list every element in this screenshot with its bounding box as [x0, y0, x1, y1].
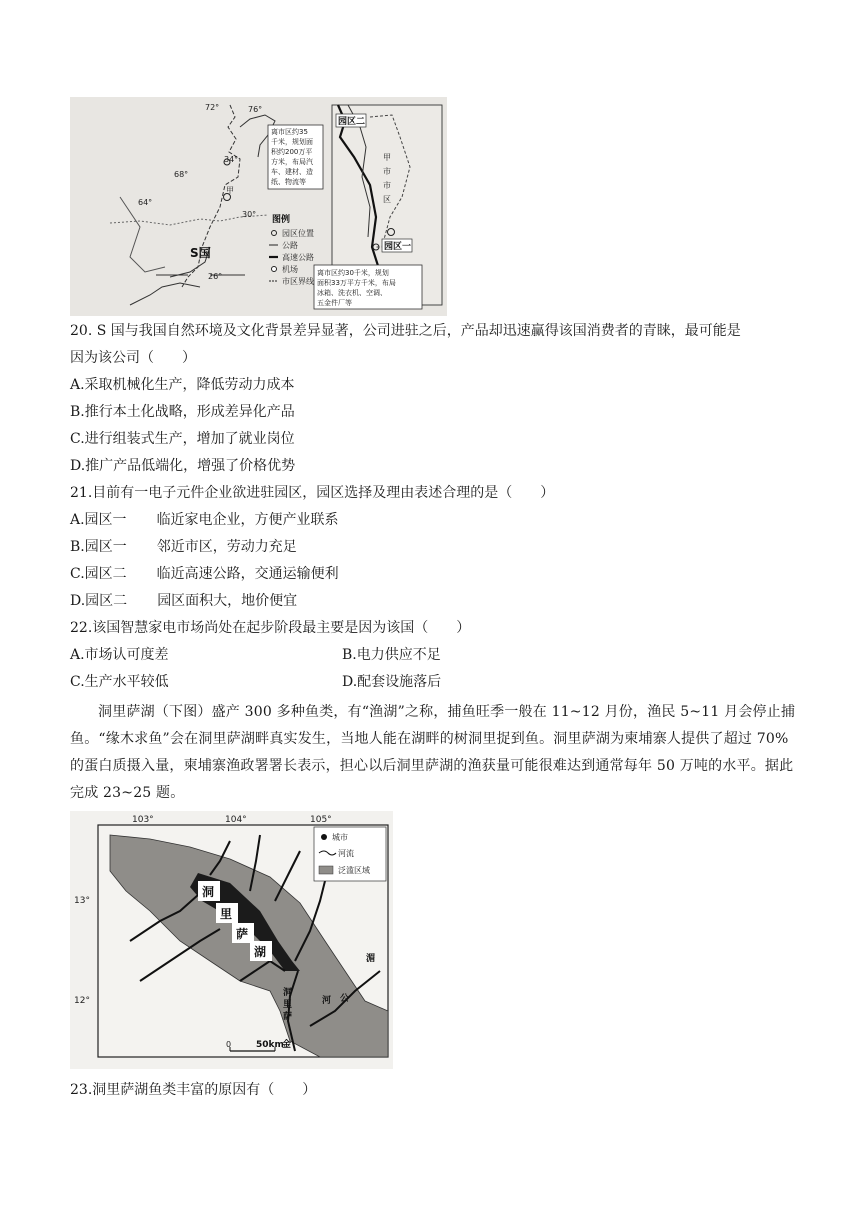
svg-text:河: 河	[322, 996, 332, 1006]
svg-text:纸、物流等: 纸、物流等	[271, 178, 306, 186]
lon-label: 105°	[310, 815, 332, 825]
coord-label: 26°	[208, 272, 223, 281]
question-21-stem: 21.目前有一电子元件企业欲进驻园区，园区选择及理由表述合理的是（ ）	[70, 485, 555, 501]
svg-text:冰箱、洗衣机、空调、: 冰箱、洗衣机、空调、	[317, 289, 387, 297]
svg-text:泛滥区域: 泛滥区域	[338, 866, 370, 875]
svg-text:市: 市	[383, 167, 391, 176]
svg-text:离市区约30千米，规划: 离市区约30千米，规划	[317, 269, 389, 277]
question-23-stem: 23.洞里萨湖鱼类丰富的原因有（ ）	[70, 1082, 317, 1098]
svg-text:洞: 洞	[283, 988, 293, 998]
question-20-stem-line1: 20. S 国与我国自然环境及文化背景差异显著，公司进驻之后，产品却迅速赢得该国消费者的青睐，最可能是	[70, 323, 741, 339]
option-20a[interactable]: A.采取机械化生产，降低劳动力成本	[70, 377, 295, 393]
coord-label: 76°	[248, 105, 263, 114]
svg-text:萨: 萨	[236, 927, 249, 941]
svg-text:公: 公	[340, 994, 350, 1004]
option-20c[interactable]: C.进行组装式生产，增加了就业岗位	[70, 431, 295, 447]
coord-label: 68°	[174, 170, 189, 179]
svg-text:机场: 机场	[282, 265, 298, 274]
svg-text:0: 0	[226, 1040, 232, 1049]
svg-text:车、建材、造: 车、建材、造	[271, 168, 313, 176]
svg-text:市区界线: 市区界线	[282, 277, 314, 286]
svg-text:面积33万平方千米，布局: 面积33万平方千米，布局	[317, 279, 396, 287]
option-21b[interactable]: B.园区一 邻近市区，劳动力充足	[70, 539, 297, 555]
option-22d[interactable]: D.配套设施落后	[342, 674, 442, 690]
city-label: 甲	[226, 186, 234, 195]
option-21a[interactable]: A.园区一 临近家电企业，方便产业联系	[70, 512, 339, 528]
question-20-stem-line2: 因为该公司（ ）	[70, 350, 196, 366]
lat-label: 12°	[74, 996, 90, 1006]
svg-text:高速公路: 高速公路	[282, 253, 314, 262]
option-22a[interactable]: A.市场认可度差	[70, 647, 169, 663]
coord-label: 72°	[205, 103, 220, 112]
svg-text:里: 里	[283, 1000, 293, 1010]
option-20b[interactable]: B.推行本土化战略，形成差异化产品	[70, 404, 295, 420]
industrial-park-map	[70, 97, 447, 316]
svg-text:五金件厂等: 五金件厂等	[317, 299, 352, 307]
svg-text:积约200万平: 积约200万平	[271, 148, 313, 156]
lat-label: 13°	[74, 896, 90, 906]
svg-text:城市: 城市	[332, 833, 348, 842]
svg-text:园区位置: 园区位置	[282, 229, 314, 238]
svg-text:湖: 湖	[254, 945, 267, 959]
option-22c[interactable]: C.生产水平较低	[70, 674, 169, 690]
svg-text:区: 区	[383, 195, 391, 204]
option-20d[interactable]: D.推广产品低端化，增强了价格优势	[70, 458, 296, 474]
coord-label: 30°	[242, 210, 257, 219]
svg-text:方米，布局汽: 方米，布局汽	[271, 158, 313, 166]
svg-text:公路: 公路	[282, 241, 298, 250]
svg-text:50km: 50km	[256, 1040, 284, 1050]
coord-label: 34°	[224, 155, 239, 164]
tonle-sap-passage: 洞里萨湖（下图）盛产 300 多种鱼类，有“渔湖”之称，捕鱼旺季一般在 11~12 月份，渔民 5~11 月会停止捕鱼。“缘木求鱼”会在洞里萨湖畔真实发生，当地人能在湖畔的树洞里捉到鱼。洞里萨湖为柬埔寨人提供了超过 70%的蛋白质摄入量，柬埔寨渔政署署长表示，担心以后洞里萨湖的渔获量可能很难达到通常每年 50 万吨的水平。据此完成 23~25 题。	[70, 704, 796, 801]
svg-text:离市区约35: 离市区约35	[271, 128, 308, 136]
option-21c[interactable]: C.园区二 临近高速公路，交通运输便利	[70, 566, 339, 582]
svg-text:千米，规划面: 千米，规划面	[271, 138, 313, 146]
svg-text:萨: 萨	[283, 1012, 293, 1022]
park2-label: 园区二	[338, 117, 366, 127]
svg-text:甲: 甲	[383, 153, 391, 162]
svg-text:金: 金	[282, 1040, 292, 1050]
option-22b[interactable]: B.电力供应不足	[342, 647, 441, 663]
svg-text:市: 市	[383, 181, 391, 190]
lon-label: 104°	[225, 815, 247, 825]
svg-text:洞: 洞	[202, 885, 215, 899]
svg-text:里: 里	[220, 907, 233, 921]
park1-label: 园区一	[384, 242, 412, 252]
svg-text:河流: 河流	[338, 849, 354, 858]
tonle-sap-lake-map	[70, 811, 393, 1069]
country-label: S国	[190, 246, 211, 260]
option-21d[interactable]: D.园区二 园区面积大，地价便宜	[70, 593, 298, 609]
lon-label: 103°	[132, 815, 154, 825]
svg-text:湄: 湄	[366, 954, 376, 964]
question-22-stem: 22.该国智慧家电市场尚处在起步阶段最主要是因为该国（ ）	[70, 620, 471, 636]
coord-label: 64°	[138, 198, 153, 207]
legend-title: 图例	[272, 215, 291, 225]
